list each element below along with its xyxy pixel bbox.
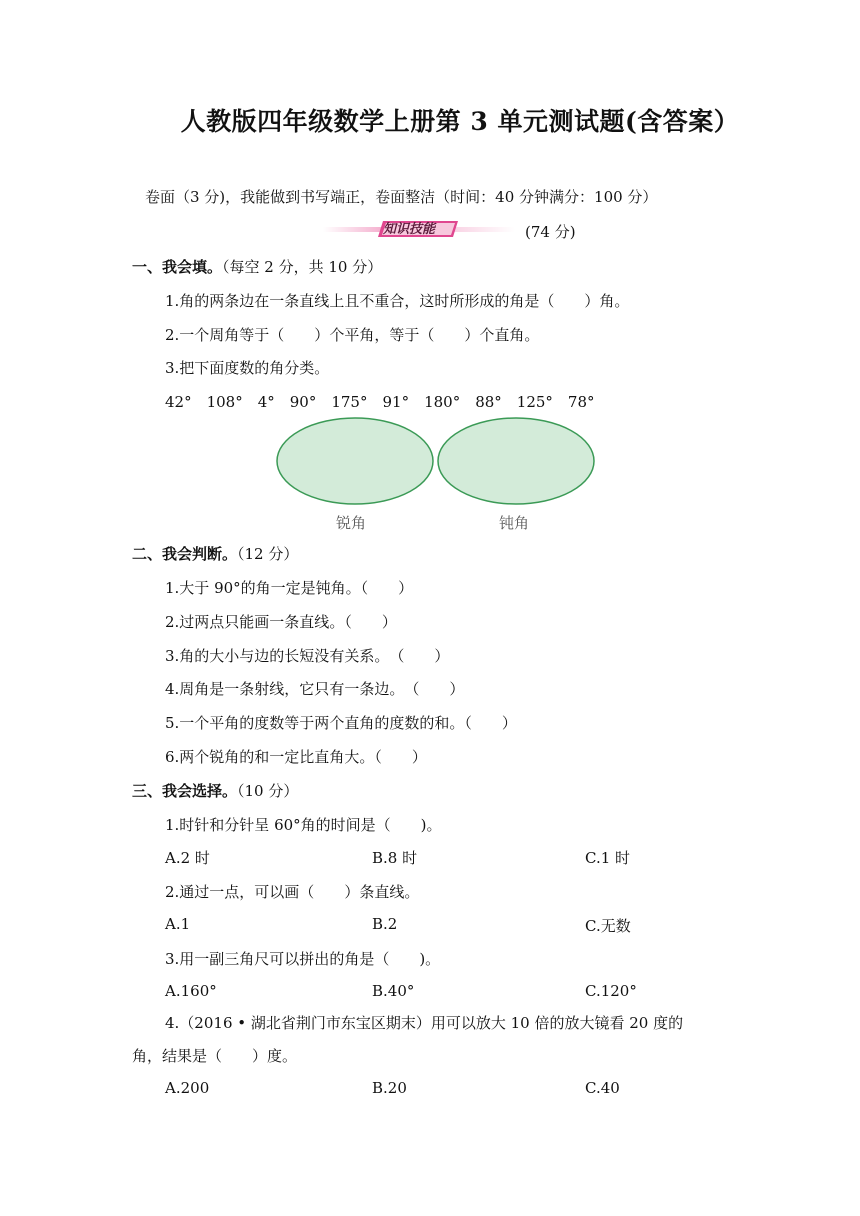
judge-item: 1.大于 90°的角一定是钝角。（ ） bbox=[165, 579, 414, 597]
choice-option-a: A.1 bbox=[165, 915, 191, 933]
intro-text: 卷面（3 分)，我能做到书写端正，卷面整洁（时间：40 分钟满分：100 分） bbox=[145, 188, 658, 206]
section3-title: 三、我会选择。 bbox=[132, 782, 238, 800]
section1-heading bbox=[132, 256, 382, 277]
section1-q2: 2.一个周角等于（ ）个平角，等于（ ）个直角。 bbox=[165, 326, 540, 344]
choice-option-b: B.20 bbox=[372, 1079, 407, 1097]
banner-score: (74 分) bbox=[525, 223, 576, 241]
choice-option-a: A.160° bbox=[165, 982, 217, 1000]
section2-points: （12 分） bbox=[237, 545, 299, 563]
obtuse-label: 钝角 bbox=[499, 514, 530, 532]
judge-item: 5.一个平角的度数等于两个直角的度数的和。（ ） bbox=[165, 714, 517, 732]
choice-question: 1.时针和分针呈 60°角的时间是（ )。 bbox=[165, 816, 442, 834]
choice-question: 2.通过一点，可以画（ ）条直线。 bbox=[165, 883, 420, 901]
judge-item: 4.周角是一条射线，它只有一条边。 （ ） bbox=[165, 680, 465, 698]
judge-item: 3.角的大小与边的长短没有关系。 （ ） bbox=[165, 647, 450, 665]
angle-list: 42° 108° 4° 90° 175° 91° 180° 88° 125° 78° bbox=[165, 393, 595, 411]
choice-option-c: C.120° bbox=[585, 982, 637, 1000]
choice-option-b: B.2 bbox=[372, 915, 398, 933]
acute-ellipse bbox=[277, 418, 433, 504]
judge-item: 6.两个锐角的和一定比直角大。（ ） bbox=[165, 748, 427, 766]
banner-label: 知识技能 bbox=[383, 222, 436, 237]
obtuse-ellipse bbox=[438, 418, 594, 504]
section3-heading bbox=[132, 780, 298, 801]
section3-points: （10 分） bbox=[237, 782, 299, 800]
choice-option-b: B.8 时 bbox=[372, 849, 418, 867]
choice-option-a: A.2 时 bbox=[165, 849, 210, 867]
section1-q3: 3.把下面度数的角分类。 bbox=[165, 359, 330, 377]
choice-option-c: C.1 时 bbox=[585, 849, 631, 867]
choice-option-c: C.40 bbox=[585, 1079, 620, 1097]
section1-points: （每空 2 分，共 10 分） bbox=[222, 258, 383, 276]
choice-option-b: B.40° bbox=[372, 982, 415, 1000]
section2-heading bbox=[132, 543, 298, 564]
section1-title: 一、我会填。 bbox=[132, 258, 223, 276]
judge-item: 2.过两点只能画一条直线。（ ） bbox=[165, 613, 397, 631]
section1-q1: 1.角的两条边在一条直线上且不重合，这时所形成的角是（ ）角。 bbox=[165, 292, 630, 310]
classification-ellipses bbox=[270, 412, 600, 512]
choice-question: 3.用一副三角尺可以拼出的角是（ )。 bbox=[165, 950, 441, 968]
acute-label: 锐角 bbox=[336, 514, 367, 532]
choice-question: 4.（2016 • 湖北省荆门市东宝区期末）用可以放大 10 倍的放大镜看 20 度的 bbox=[165, 1014, 684, 1032]
page-title: 人教版四年级数学上册第 3 单元测试题(含答案） bbox=[180, 107, 740, 136]
choice-question-continued: 角，结果是（ ）度。 bbox=[132, 1047, 298, 1065]
choice-option-a: A.200 bbox=[165, 1079, 210, 1097]
choice-option-c: C.无数 bbox=[585, 917, 631, 935]
section2-title: 二、我会判断。 bbox=[132, 545, 238, 563]
